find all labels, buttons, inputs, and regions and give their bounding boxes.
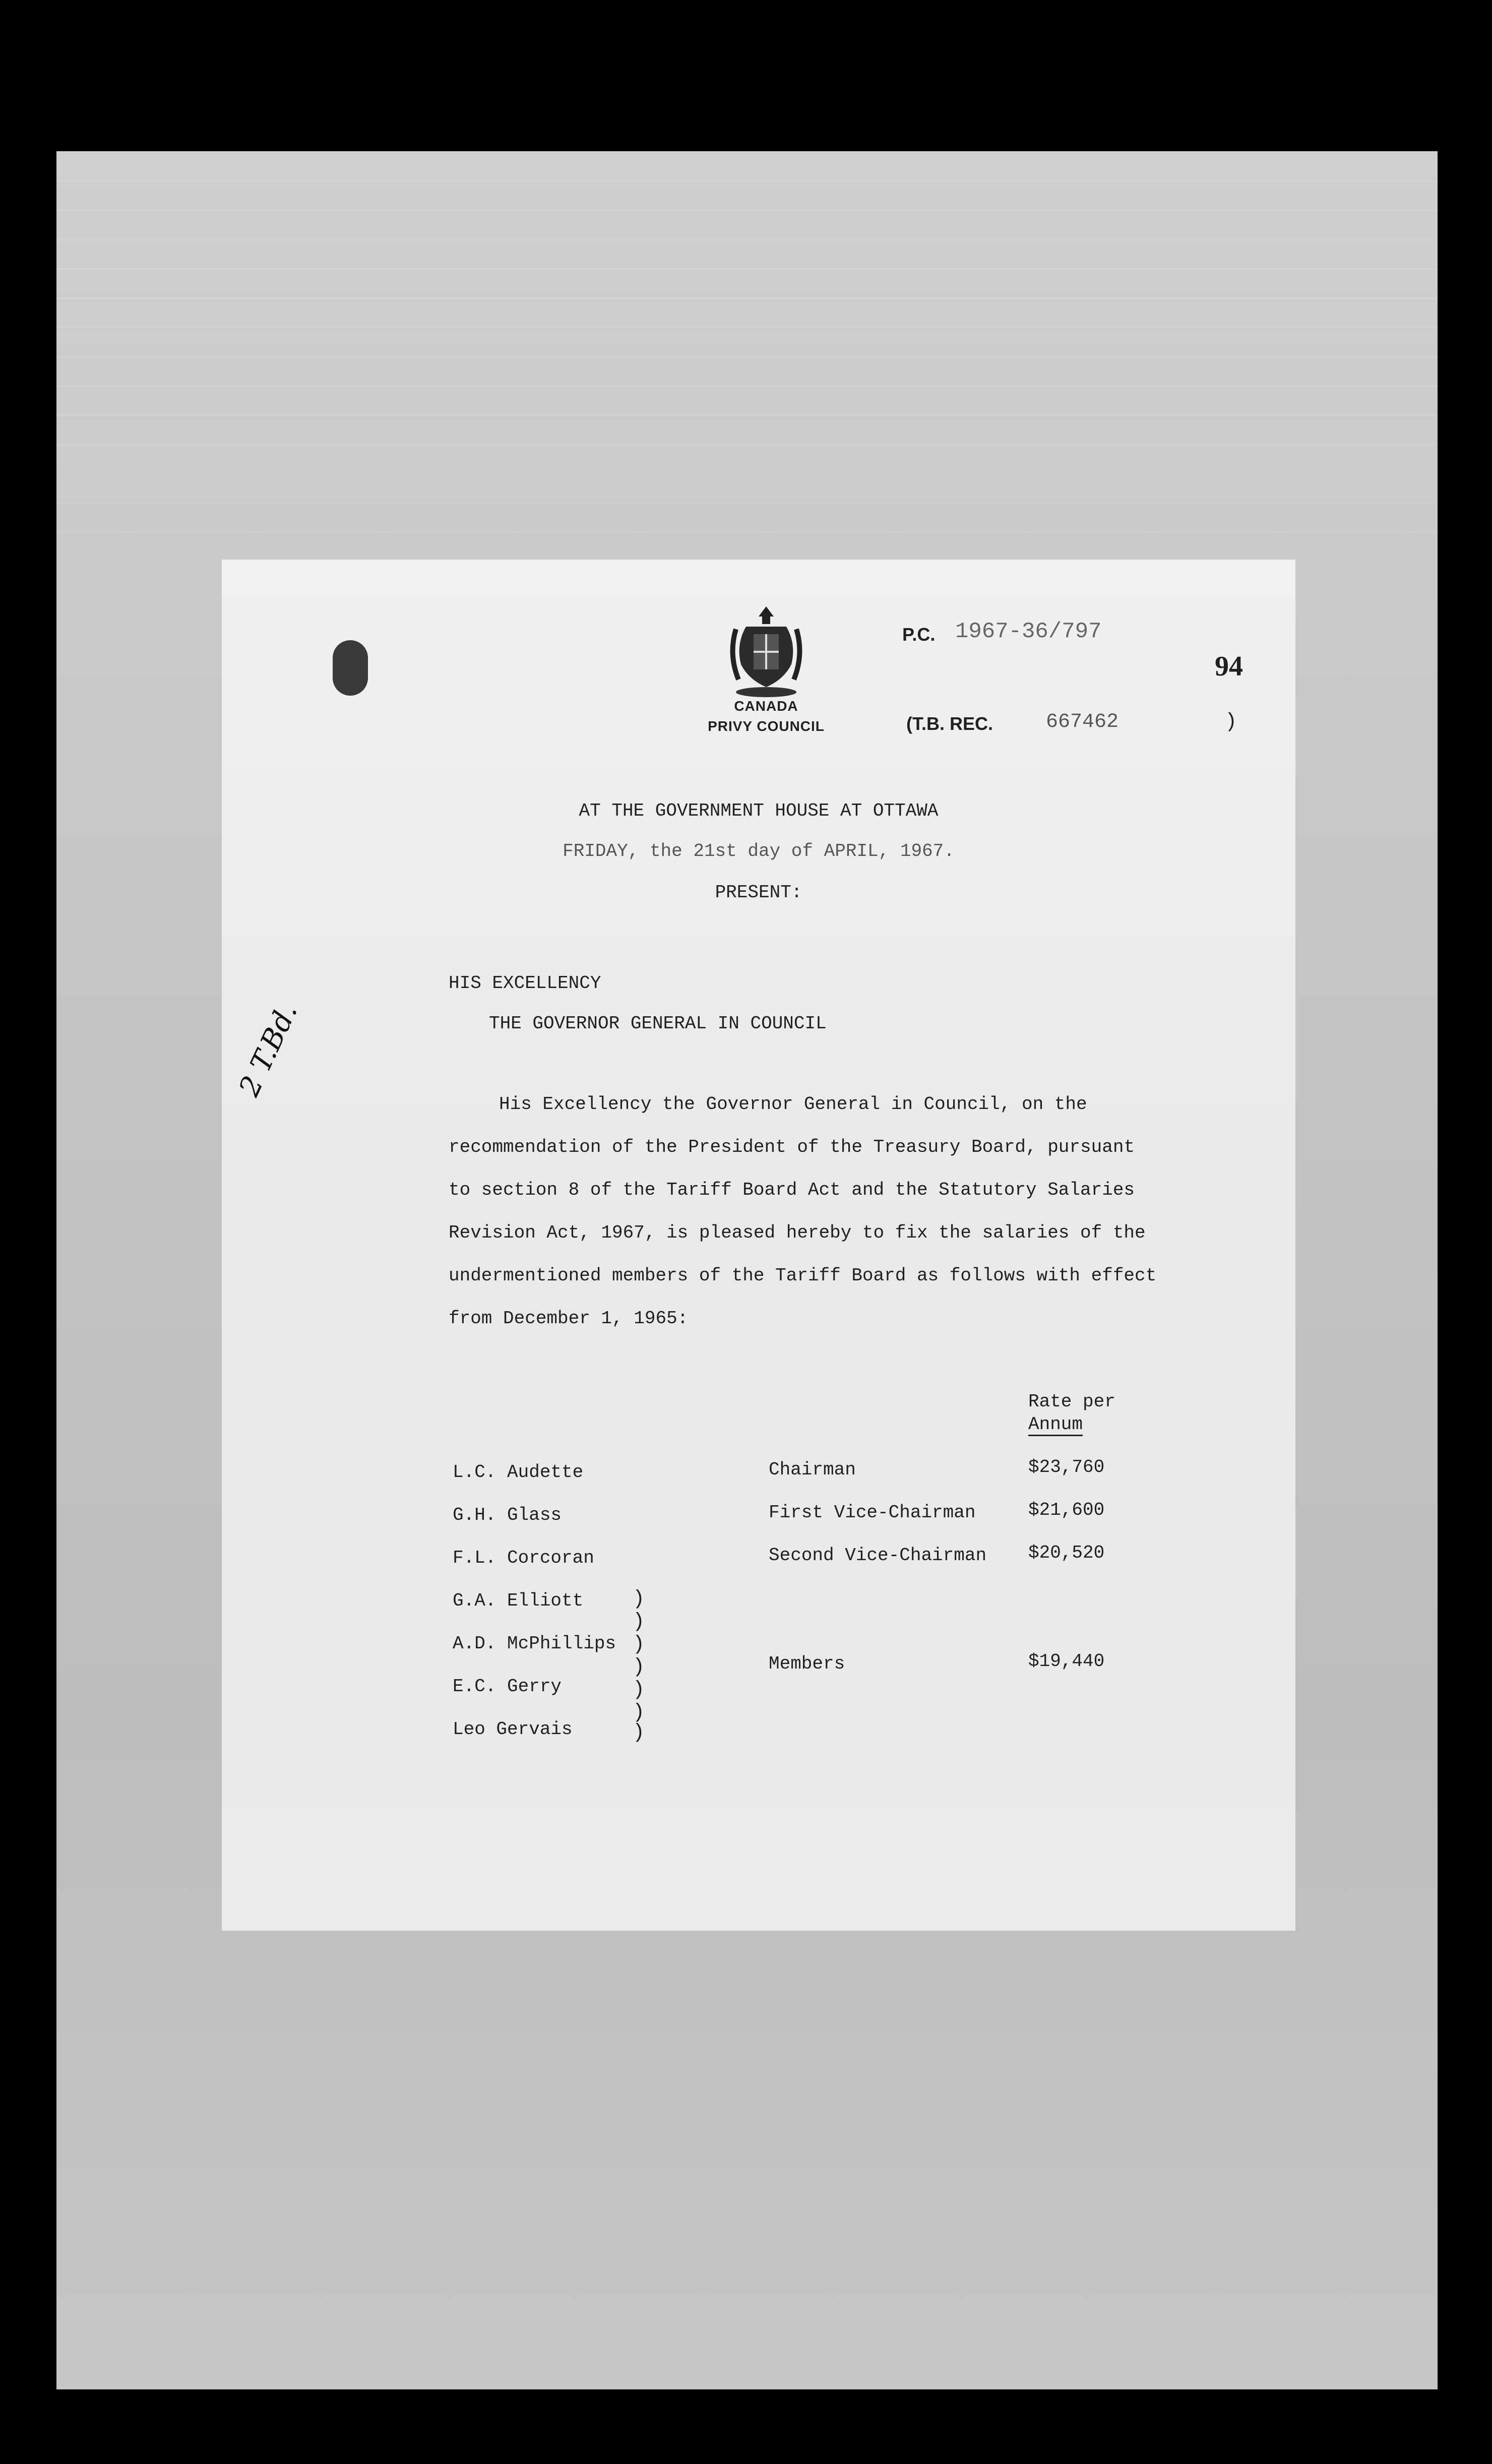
member-name: F.L. Corcoran [453, 1548, 594, 1568]
member-name: Leo Gervais [453, 1719, 573, 1740]
brace-mark: ) [633, 1633, 645, 1656]
member-name: A.D. McPhillips [453, 1633, 616, 1654]
brace-mark: ) [633, 1588, 645, 1611]
member-rate: $21,600 [1028, 1500, 1105, 1520]
brace-mark: ) [633, 1701, 645, 1724]
member-name: G.A. Elliott [453, 1590, 584, 1611]
handwritten-margin-note: 2 T.Bd. [232, 998, 304, 1101]
body-line-3: to section 8 of the Tariff Board Act and the Statutory Salaries [449, 1180, 1135, 1200]
members-title: Members [769, 1653, 845, 1674]
brace-mark: ) [633, 1679, 645, 1701]
body-line-4: Revision Act, 1967, is pleased hereby to fix the salaries of the [449, 1222, 1146, 1243]
member-title: Chairman [769, 1459, 856, 1480]
member-title: First Vice-Chairman [769, 1502, 976, 1523]
tb-rec-label: (T.B. REC. [906, 713, 993, 734]
tb-rec-number: 667462 [1046, 711, 1119, 733]
address-line-1: HIS EXCELLENCY [449, 973, 601, 994]
tb-rec-close: ) [1225, 711, 1237, 733]
brace-mark: ) [633, 1721, 645, 1744]
member-name: E.C. Gerry [453, 1676, 562, 1697]
rate-header-line-1: Rate per [1028, 1391, 1115, 1412]
body-line-5: undermentioned members of the Tariff Board as follows with effect [449, 1265, 1157, 1286]
member-title: Second Vice-Chairman [769, 1545, 987, 1566]
body-line-6: from December 1, 1965: [449, 1308, 689, 1329]
document-page [222, 560, 1295, 1931]
crest-caption-privy-council: PRIVY COUNCIL [708, 718, 825, 734]
punch-hole [333, 640, 368, 696]
crest-caption-canada: CANADA [734, 698, 798, 714]
pc-number: 1967-36/797 [955, 619, 1102, 644]
brace-mark: ) [633, 1656, 645, 1679]
members-rate: $19,440 [1028, 1651, 1105, 1672]
body-line-2: recommendation of the President of the Treasury Board, pursuant [449, 1137, 1135, 1157]
pc-label: P.C. [902, 624, 936, 645]
member-name: L.C. Audette [453, 1462, 584, 1483]
member-name: G.H. Glass [453, 1505, 562, 1525]
member-rate: $23,760 [1028, 1457, 1105, 1477]
address-line-2: THE GOVERNOR GENERAL IN COUNCIL [489, 1013, 827, 1034]
member-rate: $20,520 [1028, 1543, 1105, 1563]
present-heading: PRESENT: [715, 882, 802, 903]
canada-coat-of-arms-icon [726, 604, 806, 700]
date-line: FRIDAY, the 21st day of APRIL, 1967. [563, 841, 955, 861]
location-line: AT THE GOVERNMENT HOUSE AT OTTAWA [579, 800, 939, 821]
body-line-1: His Excellency the Governor General in Council, on the [499, 1094, 1087, 1115]
page-number: 94 [1215, 651, 1243, 682]
rate-header-line-2: Annum [1028, 1414, 1083, 1436]
backing-texture [56, 151, 1438, 555]
brace-mark: ) [633, 1611, 645, 1633]
